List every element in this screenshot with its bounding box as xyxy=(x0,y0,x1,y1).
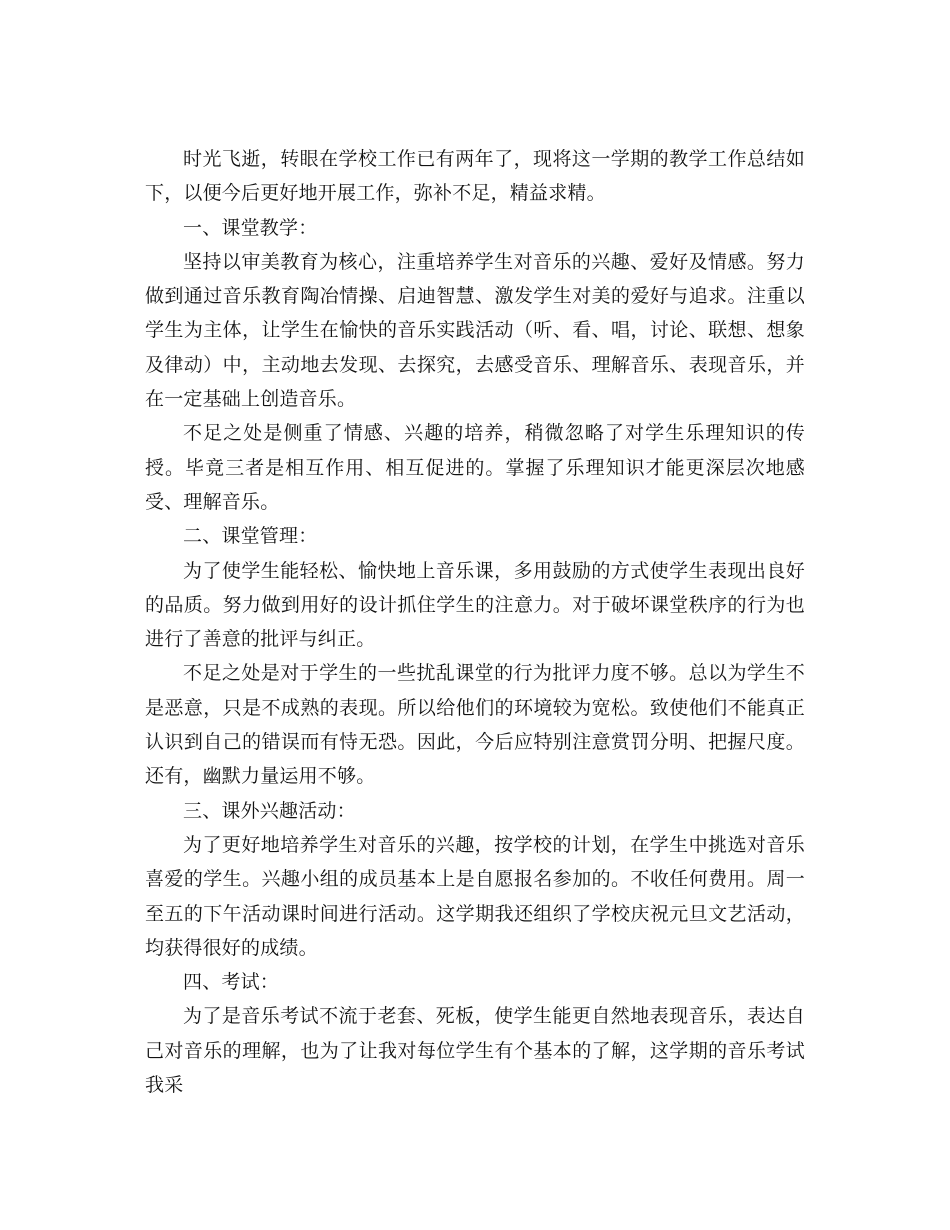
classroom-management-paragraph: 为了使学生能轻松、愉快地上音乐课，多用鼓励的方式使学生表现出良好的品质。努力做到用好的设计抓住学生的注意力。对于破坏课堂秩序的行为也进行了善意的批评与纠正。 xyxy=(145,559,805,651)
section-heading-classroom-teaching: 一、课堂教学： xyxy=(183,216,318,239)
classroom-teaching-paragraph: 坚持以审美教育为核心，注重培养学生对音乐的兴趣、爱好及情感。努力做到通过音乐教育陶冶情操、启迪智慧、激发学生对美的爱好与追求。注重以学生为主体，让学生在愉快的音乐实践活动（听、看、唱，讨论、联想、想象及律动）中，主动地去发现、去探究，去感受音乐、理解音乐、表现音乐，并在一定基础上创造音乐。 xyxy=(145,250,805,411)
section-heading-classroom-management: 二、课堂管理： xyxy=(183,525,318,548)
classroom-management-shortcomings-paragraph: 不足之处是对于学生的一些扰乱课堂的行为批评力度不够。总以为学生不是恶意，只是不成熟的表现。所以给他们的环境较为宽松。致使他们不能真正认识到自己的错误而有恃无恐。因此，今后应特别注意赏罚分明、把握尺度。还有，幽默力量运用不够。 xyxy=(145,662,805,788)
section-heading-exam: 四、考试： xyxy=(183,971,280,994)
exam-paragraph: 为了是音乐考试不流于老套、死板，使学生能更自然地表现音乐，表达自己对音乐的理解，也为了让我对每位学生有个基本的了解，这学期的音乐考试我采 xyxy=(145,1005,805,1097)
section-heading-extracurricular: 三、课外兴趣活动： xyxy=(183,799,356,822)
document-body xyxy=(145,142,805,1102)
extracurricular-paragraph: 为了更好地培养学生对音乐的兴趣，按学校的计划，在学生中挑选对音乐喜爱的学生。兴趣小组的成员基本上是自愿报名参加的。不收任何费用。周一至五的下午活动课时间进行活动。这学期我还组织了学校庆祝元旦文艺活动，均获得很好的成绩。 xyxy=(145,833,805,959)
classroom-teaching-shortcomings-paragraph: 不足之处是侧重了情感、兴趣的培养，稍微忽略了对学生乐理知识的传授。毕竟三者是相互作用、相互促进的。掌握了乐理知识才能更深层次地感受、理解音乐。 xyxy=(145,422,805,513)
intro-paragraph: 时光飞逝，转眼在学校工作已有两年了，现将这一学期的教学工作总结如下，以便今后更好地开展工作，弥补不足，精益求精。 xyxy=(145,148,805,205)
